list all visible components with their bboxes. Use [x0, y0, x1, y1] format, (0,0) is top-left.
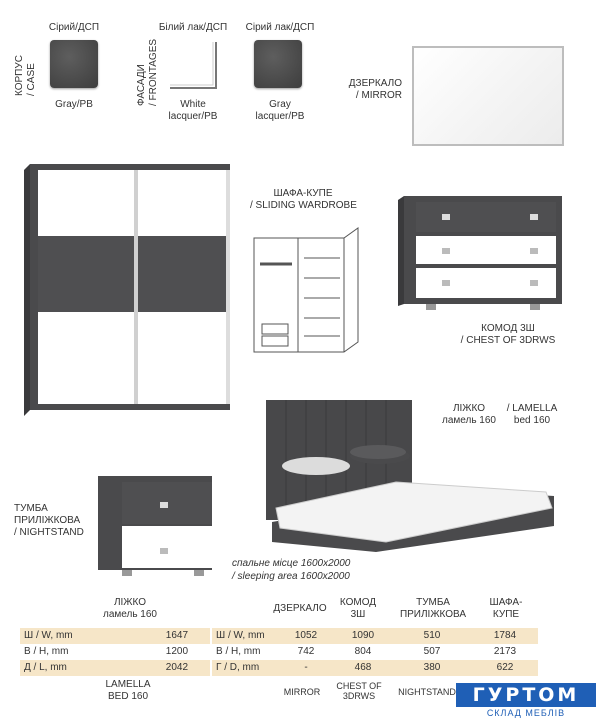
case-swatch	[50, 40, 98, 88]
white-lacquer-top-label: Білий лак/ДСП	[158, 22, 228, 33]
white-lacquer-swatch	[168, 40, 218, 90]
bed-table-footer: LAMELLA BED 160	[105, 679, 151, 702]
bed-row-width	[20, 628, 210, 644]
wardrobe-label: ШАФА-КУПЕ / SLIDING WARDROBE	[250, 188, 357, 211]
items-header-wardrobe: ШАФА- КУПЕ	[489, 597, 523, 620]
nightstand-height: 507	[423, 646, 441, 657]
wardrobe-illustration	[24, 160, 234, 423]
items-header-mirror: ДЗЕРКАЛО	[273, 603, 327, 614]
bed-width-value: 1647	[144, 628, 210, 644]
bed-length-value: 2042	[144, 660, 210, 676]
case-swatch-top-label: Сірий/ДСП	[48, 22, 100, 33]
gray-lacquer-swatch	[254, 40, 302, 88]
mirror-depth: -	[278, 660, 334, 676]
items-row-width	[212, 628, 538, 644]
bed-table-header: ЛІЖКО ламель 160	[102, 597, 157, 620]
bed-illustration	[256, 396, 560, 559]
gray-lacquer-bottom-label: Gray lacquer/PB	[255, 99, 305, 122]
items-footer-nightstand: NIGHTSTAND	[398, 687, 456, 697]
case-swatch-bottom-label: Gray/PB	[55, 99, 93, 110]
nightstand-illustration	[94, 474, 216, 585]
row-label: Ш / W, mm	[212, 628, 278, 644]
bed-label-en: / LAMELLA bed 160	[506, 403, 558, 426]
row-label: Д / L, mm	[20, 660, 144, 676]
wardrobe-depth: 622	[472, 660, 538, 676]
fronts-label: ФАСАДИ / FRONTAGES	[136, 38, 159, 106]
nightstand-label: ТУМБА ПРИЛІЖКОВА / NIGHTSTAND	[14, 503, 84, 538]
dresser-width: 1090	[334, 628, 392, 644]
wardrobe-height: 2173	[493, 646, 517, 657]
white-lacquer-bottom-label: White lacquer/PB	[168, 99, 218, 122]
items-footer-dresser: CHEST OF 3DRWS	[336, 681, 382, 701]
bed-spec-table	[20, 628, 210, 676]
row-label: Г / D, mm	[212, 660, 278, 676]
bed-label-ua: ЛІЖКО ламель 160	[441, 403, 496, 426]
bed-height-value: 1200	[165, 646, 189, 657]
nightstand-width: 510	[392, 628, 472, 644]
dresser-label: КОМОД 3Ш / CHEST OF 3DRWS	[460, 323, 556, 346]
items-spec-table	[212, 628, 538, 676]
bed-row-length	[20, 660, 210, 676]
items-header-dresser: КОМОД 3Ш	[339, 597, 377, 620]
case-label: КОРПУС / CASE	[14, 55, 37, 96]
nightstand-depth: 380	[392, 660, 472, 676]
sleeping-area-label: спальне місце 1600x2000 / sleeping area 1600x2000	[232, 558, 351, 582]
mirror-illustration	[412, 46, 564, 146]
dresser-height: 804	[354, 646, 372, 657]
brand-tagline: СКЛАД МЕБЛІВ	[486, 708, 566, 718]
row-label: Ш / W, mm	[20, 628, 144, 644]
dresser-depth: 468	[334, 660, 392, 676]
gray-lacquer-top-label: Сірий лак/ДСП	[245, 22, 315, 33]
row-label: В / H, mm	[216, 646, 261, 657]
mirror-height: 742	[297, 646, 315, 657]
items-header-nightstand: ТУМБА ПРИЛІЖКОВА	[399, 597, 467, 620]
dresser-illustration	[398, 192, 568, 319]
mirror-label: ДЗЕРКАЛО / MIRROR	[348, 78, 402, 101]
row-label: В / H, mm	[24, 646, 69, 657]
items-footer-mirror: MIRROR	[283, 687, 321, 697]
brand-logo[interactable]: ГУРТОМ	[456, 683, 596, 707]
items-row-depth	[212, 660, 538, 676]
bed-row-height	[20, 644, 210, 660]
wardrobe-inside-sketch	[252, 224, 360, 367]
items-row-height	[212, 644, 538, 660]
mirror-width: 1052	[278, 628, 334, 644]
wardrobe-width: 1784	[472, 628, 538, 644]
